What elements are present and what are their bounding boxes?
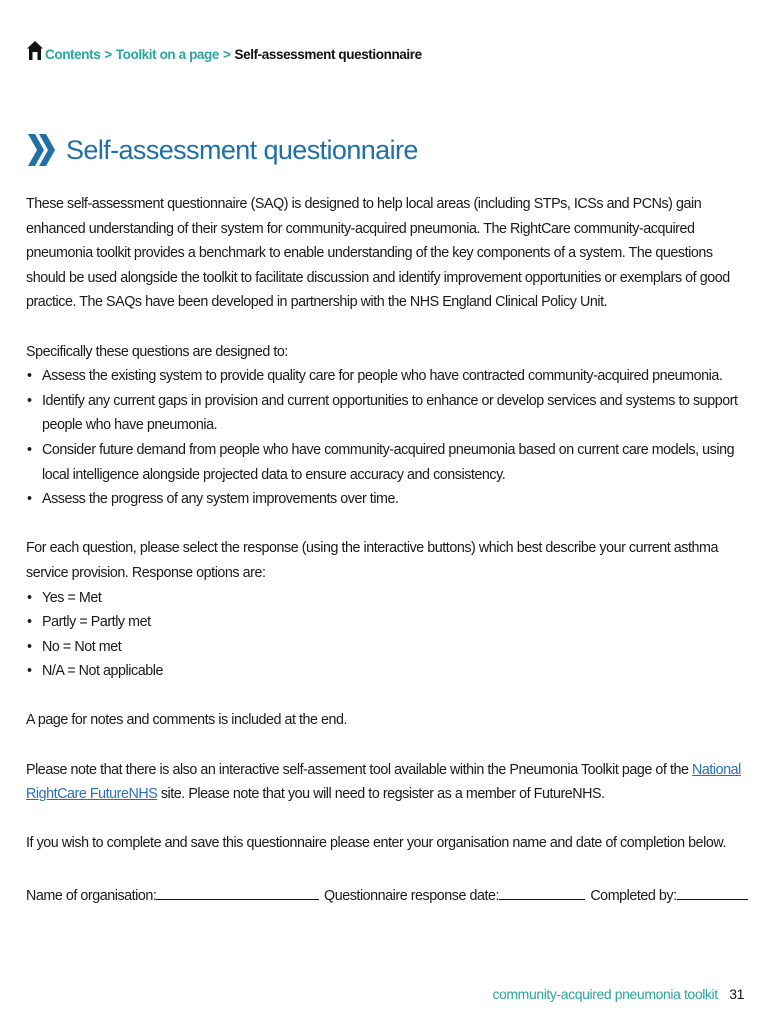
date-label: Questionnaire response date: bbox=[324, 887, 500, 904]
org-label: Name of organisation: bbox=[26, 887, 157, 904]
save-instructions: If you wish to complete and save this questionnaire please enter your organisation name and date of completion below. bbox=[26, 835, 726, 852]
page-title: Self-assessment questionnaire bbox=[66, 134, 418, 165]
response-date-field[interactable] bbox=[499, 881, 584, 900]
breadcrumb-separator: > bbox=[104, 47, 112, 62]
intro-paragraph: These self-assessment questionnaire (SAQ) is designed to help local areas (including STPs, ICSs and PCNs) gain enhanced understanding of their system for community-acquired pneumonia. The RightCare community-acquired pneumonia toolkit provides a benchmark to enable understanding of the key components of a system. The questions should be used alongside the toolkit to facilitate discussion and identify improvement opportunities or exemplars of good practice. The SAQs have been developed in partnership with the NHS England Clinical Policy Unit. bbox=[26, 196, 730, 311]
home-icon[interactable] bbox=[26, 40, 44, 62]
breadcrumb-toolkit-link[interactable]: Toolkit on a page bbox=[115, 47, 219, 62]
page-footer bbox=[492, 986, 744, 1002]
list-item: • Consider future demand from people who have community-acquired pneumonia based on current care models, using local intelligence alongside projected data to ensure accuracy and consistency. bbox=[26, 438, 748, 487]
list-item: • Partly = Partly met bbox=[26, 610, 748, 635]
list-item: • Assess the progress of any system improvements over time. bbox=[26, 487, 748, 512]
org-name-field[interactable] bbox=[156, 881, 319, 900]
notes-text: A page for notes and comments is included at the end. bbox=[26, 712, 348, 729]
purpose-lead: Specifically these questions are designed to: bbox=[26, 343, 288, 360]
title-row bbox=[26, 130, 418, 170]
completed-by-field[interactable] bbox=[677, 881, 748, 900]
response-lead: For each question, please select the response (using the interactive buttons) which best describe your current asthma service provision. Response options are: bbox=[26, 540, 718, 581]
double-chevron-icon bbox=[26, 130, 58, 170]
breadcrumb-separator: > bbox=[223, 47, 231, 62]
list-item: • Assess the existing system to provide quality care for people who have contracted community-acquired pneumonia. bbox=[26, 364, 748, 389]
completion-form bbox=[26, 881, 748, 909]
futurenhs-link[interactable]: National RightCare FutureNHS bbox=[26, 761, 741, 803]
futurenhs-note bbox=[26, 758, 748, 807]
main-content bbox=[26, 192, 748, 908]
list-item: • Identify any current gaps in provision and current opportunities to enhance or develop services and systems to support people who have pneumonia. bbox=[26, 389, 748, 438]
breadcrumb-current: Self-assessment questionnaire bbox=[234, 47, 422, 62]
breadcrumb bbox=[26, 38, 422, 62]
list-item: • N/A = Not applicable bbox=[26, 659, 748, 684]
page-number: 31 bbox=[729, 986, 744, 1002]
note-text: site. Please note that you will need to regsister as a member of FutureNHS. bbox=[160, 786, 605, 803]
purpose-list bbox=[26, 364, 748, 512]
completed-by-label: Completed by: bbox=[590, 887, 677, 904]
footer-title: community-acquired pneumonia toolkit bbox=[492, 986, 718, 1002]
list-item: • Yes = Met bbox=[26, 586, 748, 611]
note-text: Please note that there is also an interactive self-assement tool available within the Pneumonia Toolkit page of the bbox=[26, 761, 689, 778]
response-options-list bbox=[26, 586, 748, 684]
breadcrumb-contents-link[interactable]: Contents bbox=[45, 47, 101, 62]
list-item: • No = Not met bbox=[26, 635, 748, 660]
